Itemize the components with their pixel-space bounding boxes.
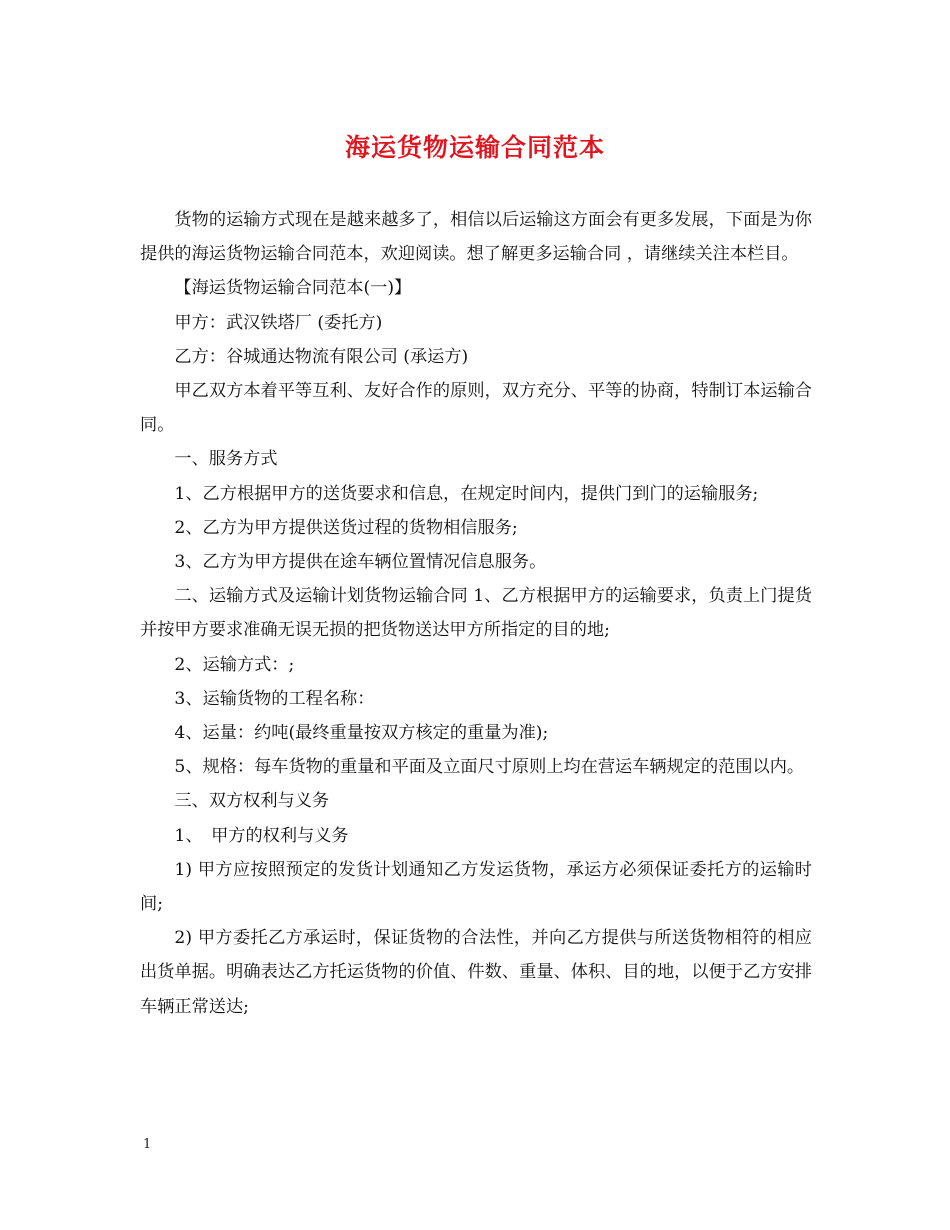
paragraph-rights-2: 2) 甲方委托乙方承运时，保证货物的合法性，并向乙方提供与所送货物相符的相应出货单据。明确表达乙方托运货物的价值、件数、重量、体积、目的地，以便于乙方安排车辆正常送达; xyxy=(140,928,812,1017)
paragraph-party-a-rights: 1、 甲方的权利与义务 xyxy=(174,825,349,846)
paragraph-rights-1: 1) 甲方应按照预定的发货计划通知乙方发运货物，承运方必须保证委托方的运输时间; xyxy=(140,859,812,915)
paragraph-service-1: 1、乙方根据甲方的送货要求和信息，在规定时间内，提供门到门的运输服务; xyxy=(174,483,759,504)
paragraph-transport-2: 2、运输方式：; xyxy=(174,654,295,675)
paragraph-service-2: 2、乙方为甲方提供送货过程的货物相信服务; xyxy=(174,517,518,538)
paragraph-intro: 货物的运输方式现在是越来越多了，相信以后运输这方面会有更多发展，下面是为你提供的海运货物运输合同范本，欢迎阅读。想了解更多运输合同 ，请继续关注本栏目。 xyxy=(140,210,812,265)
paragraph-party-a: 甲方：武汉铁塔厂 (委托方) xyxy=(174,312,383,333)
page-number: 1 xyxy=(143,1137,152,1152)
paragraph-party-b: 乙方：谷城通达物流有限公司 (承运方) xyxy=(174,346,469,367)
paragraph-transport-heading: 二、运输方式及运输计划货物运输合同 1、乙方根据甲方的运输要求，负责上门提货并按甲方要求准确无误无损的把货物送达甲方所指定的目的地; xyxy=(140,586,812,641)
document-title: 海运货物运输合同范本 xyxy=(344,133,605,162)
paragraph-transport-5: 5、规格：每车货物的重量和平面及立面尺寸原则上均在营运车辆规定的范围以内。 xyxy=(174,757,805,778)
paragraph-service-3: 3、乙方为甲方提供在途车辆位置情况信息服务。 xyxy=(174,552,547,573)
paragraph-section-heading: 【海运货物运输合同范本(一)】 xyxy=(174,278,412,299)
paragraph-transport-4: 4、运量：约吨(最终重量按双方核定的重量为准); xyxy=(174,723,549,744)
paragraph-service-heading: 一、服务方式 xyxy=(174,449,278,470)
paragraph-principle: 甲乙双方本着平等互利、友好合作的原则，双方充分、平等的协商，特制订本运输合同。 xyxy=(140,381,812,436)
paragraph-rights-heading: 三、双方权利与义务 xyxy=(174,791,330,812)
paragraph-transport-3: 3、运输货物的工程名称： xyxy=(174,688,375,709)
document-body xyxy=(140,203,812,1024)
